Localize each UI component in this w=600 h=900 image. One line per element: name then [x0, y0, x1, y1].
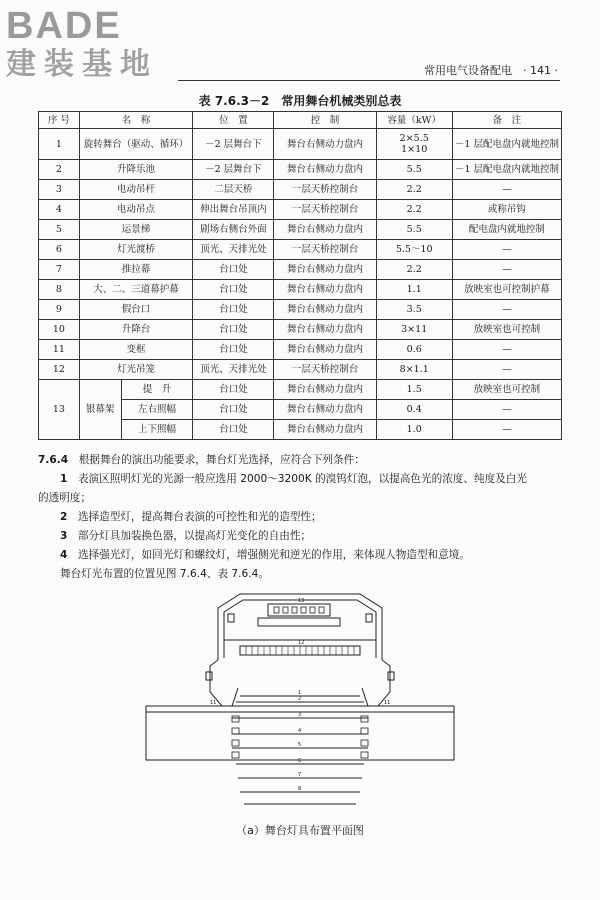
section-number: 7.6.4 [38, 454, 69, 466]
cell-no: 5 [39, 220, 80, 240]
cell-subname: 提 升 [121, 380, 193, 400]
table-row [39, 220, 562, 240]
cell-position: 二层天桥 [193, 180, 274, 200]
cell-capacity: 2.2 [376, 200, 452, 220]
logo-wordmark: BADE [6, 5, 122, 47]
list-item-number: 2 [60, 511, 68, 523]
cell-capacity-line-2: 1×10 [401, 144, 428, 155]
table-row [39, 340, 562, 360]
cell-note: －1 层配电盘内就地控制 [452, 160, 561, 180]
figure-label: 8 [298, 786, 302, 792]
cell-note: 放映室也可控制 [452, 320, 561, 340]
side-lamp [388, 672, 394, 680]
cell-position: 台口处 [193, 280, 274, 300]
cell-control: 舞台右侧动力盘内 [274, 420, 376, 440]
cell-no: 9 [39, 300, 80, 320]
left-lamp-stack [232, 716, 239, 758]
figure-label: 11 [210, 700, 217, 706]
table-header-row [39, 112, 562, 129]
cell-note: — [452, 260, 561, 280]
cell-no: 12 [39, 360, 80, 380]
cell-capacity: 2.2 [376, 260, 452, 280]
col-header-no: 序 号 [39, 112, 80, 129]
table-row [39, 360, 562, 380]
cell-name: 变框 [79, 340, 193, 360]
cell-name: 旋转舞台（驱动、循环） [79, 129, 193, 160]
cell-position: 台口处 [193, 400, 274, 420]
col-header-capacity: 容量（kW） [376, 112, 452, 129]
header-rule [178, 80, 560, 81]
cell-capacity: 1.1 [376, 280, 452, 300]
list-item-text: 部分灯具加装换色器，以提高灯光变化的自由性； [77, 530, 312, 542]
cell-control: 舞台右侧动力盘内 [274, 220, 376, 240]
cell-position: 剧场右侧台外面 [193, 220, 274, 240]
cell-no: 8 [39, 280, 80, 300]
cell-note: 放映室也可控制 [452, 380, 561, 400]
cell-no: 10 [39, 320, 80, 340]
cell-position: 顶光、天排光处 [193, 240, 274, 260]
side-lamp [228, 614, 234, 622]
cell-control: 舞台右侧动力盘内 [274, 340, 376, 360]
cell-name: 灯光渡桥 [79, 240, 193, 260]
cell-capacity: 2.2 [376, 180, 452, 200]
cell-control: 一层天桥控制台 [274, 180, 376, 200]
cell-capacity: 1.5 [376, 380, 452, 400]
cell-note: －1 层配电盘内就地控制 [452, 129, 561, 160]
table-title: 表 7.6.3－2 常用舞台机械类别总表 [198, 94, 402, 108]
cell-subname: 上下照幅 [121, 420, 193, 440]
cell-name: 运景梯 [79, 220, 193, 240]
cell-name: 假台口 [79, 300, 193, 320]
section-intro [38, 451, 566, 470]
cell-note: — [452, 360, 561, 380]
cell-name: 灯光吊笼 [79, 360, 193, 380]
cell-control: 一层天桥控制台 [274, 200, 376, 220]
figure-label: 3 [298, 712, 302, 718]
top-lamp-bar [268, 604, 330, 616]
table-row [39, 320, 562, 340]
cell-capacity: 5.5～10 [376, 240, 452, 260]
cell-control: 舞台右侧动力盘内 [274, 300, 376, 320]
list-item [38, 470, 566, 489]
cell-name: 推拉幕 [79, 260, 193, 280]
cell-no: 7 [39, 260, 80, 280]
cell-position: －2 层舞台下 [193, 129, 274, 160]
top-lamp-row [274, 607, 324, 613]
table-row [39, 300, 562, 320]
figure-label: 11 [384, 700, 391, 706]
cell-no: 4 [39, 200, 80, 220]
figure-label: 1 [298, 690, 302, 696]
cell-control: 舞台右侧动力盘内 [274, 280, 376, 300]
list-item-number: 4 [60, 549, 68, 561]
cell-note: — [452, 240, 561, 260]
col-header-name: 名 称 [79, 112, 193, 129]
running-head: 常用电气设备配电 · 141 · [424, 64, 558, 77]
cell-no: 1 [39, 129, 80, 160]
cell-capacity-line-1: 2×5.5 [399, 133, 429, 144]
figure-label: 5 [298, 742, 302, 748]
cell-no: 6 [39, 240, 80, 260]
cell-note: — [452, 420, 561, 440]
col-header-position: 位 置 [193, 112, 274, 129]
cell-note: 放映室也可控制护幕 [452, 280, 561, 300]
cell-name: 升降乐池 [79, 160, 193, 180]
cell-name: 电动吊点 [79, 200, 193, 220]
cell-no: 3 [39, 180, 80, 200]
list-item [38, 546, 566, 565]
figure-label: 12 [298, 640, 305, 646]
table-row [39, 280, 562, 300]
table-row [39, 240, 562, 260]
middle-lamp-row [246, 646, 354, 655]
cell-capacity: 0.6 [376, 340, 452, 360]
cell-subname: 左右照幅 [121, 400, 193, 420]
cell-name: 升降台 [79, 320, 193, 340]
cell-control: 一层天桥控制台 [274, 240, 376, 260]
cell-note: 或称吊钩 [452, 200, 561, 220]
cell-capacity: 3.5 [376, 300, 452, 320]
figure-label: 13 [298, 598, 305, 604]
cell-capacity: 0.4 [376, 400, 452, 420]
cell-control: 舞台右侧动力盘内 [274, 160, 376, 180]
figure-label: 7 [298, 772, 302, 778]
right-lamp-stack [361, 716, 368, 758]
table-row [39, 160, 562, 180]
col-header-control: 控 制 [274, 112, 376, 129]
cell-no: 11 [39, 340, 80, 360]
section-body [38, 451, 566, 584]
figure-label: 6 [298, 758, 302, 764]
table-row [39, 129, 562, 160]
cell-position: 台口处 [193, 420, 274, 440]
side-lamp [206, 672, 212, 680]
side-lamp [366, 614, 372, 622]
cell-no: 2 [39, 160, 80, 180]
list-item-text: 选择造型灯，提高舞台表演的可控性和光的造型性； [77, 511, 322, 523]
cell-note: — [452, 400, 561, 420]
cell-name: 大、二、三道幕护幕 [79, 280, 193, 300]
cell-name-group: 银幕架 [79, 380, 121, 440]
cell-position: 伸出舞台吊顶内 [193, 200, 274, 220]
cell-no: 13 [39, 380, 80, 440]
stage-lighting-plan-figure [140, 588, 460, 813]
stage-machinery-table [38, 111, 562, 440]
list-item-continuation: 的透明度； [38, 492, 91, 504]
top-lamp-bar-lower [258, 618, 340, 626]
cell-control: 一层天桥控制台 [274, 360, 376, 380]
cell-position: 顶光、天排光处 [193, 360, 274, 380]
cell-position: 台口处 [193, 260, 274, 280]
cell-note: — [452, 300, 561, 320]
cell-position: 台口处 [193, 300, 274, 320]
cell-control: 舞台右侧动力盘内 [274, 129, 376, 160]
cell-note: — [452, 340, 561, 360]
cell-name: 电动吊杆 [79, 180, 193, 200]
cell-control: 舞台右侧动力盘内 [274, 400, 376, 420]
section-closing: 舞台灯光布置的位置见图 7.6.4、表 7.6.4。 [60, 568, 269, 580]
list-item-text: 选择强光灯，如回光灯和螺纹灯，增强侧光和逆光的作用，来体现人物造型和意境。 [77, 549, 470, 561]
cell-note: — [452, 180, 561, 200]
list-item-number: 3 [60, 530, 68, 542]
cell-position: －2 层舞台下 [193, 160, 274, 180]
table-row [39, 180, 562, 200]
list-item [38, 527, 566, 546]
col-header-note: 备 注 [452, 112, 561, 129]
cell-position: 台口处 [193, 380, 274, 400]
cell-control: 舞台右侧动力盘内 [274, 260, 376, 280]
table-row [39, 380, 562, 400]
cell-capacity: 1.0 [376, 420, 452, 440]
cell-note: 配电盘内就地控制 [452, 220, 561, 240]
table-row [39, 200, 562, 220]
cell-control: 舞台右侧动力盘内 [274, 380, 376, 400]
list-item-text: 表演区照明灯光的光源一般应选用 2000～3200K 的溴钨灯泡，以提高色光的浓度、纯度及白光 [77, 473, 527, 485]
table-row [39, 260, 562, 280]
section-intro-text: 根据舞台的演出功能要求，舞台灯光选择，应符合下列条件： [78, 454, 365, 466]
cell-capacity: 3×11 [376, 320, 452, 340]
figure-label: 4 [298, 728, 302, 734]
cell-capacity [376, 129, 452, 160]
cell-capacity: 8×1.1 [376, 360, 452, 380]
list-item [38, 508, 566, 527]
cell-capacity: 5.5 [376, 160, 452, 180]
logo-subtitle: 建装基地 [6, 47, 158, 82]
figure-caption: （a）舞台灯具布置平面图 [236, 824, 364, 837]
cell-position: 台口处 [193, 340, 274, 360]
list-item-number: 1 [60, 473, 68, 485]
cell-capacity: 5.5 [376, 220, 452, 240]
cell-position: 台口处 [193, 320, 274, 340]
figure-label: 2 [298, 696, 302, 702]
cell-control: 舞台右侧动力盘内 [274, 320, 376, 340]
